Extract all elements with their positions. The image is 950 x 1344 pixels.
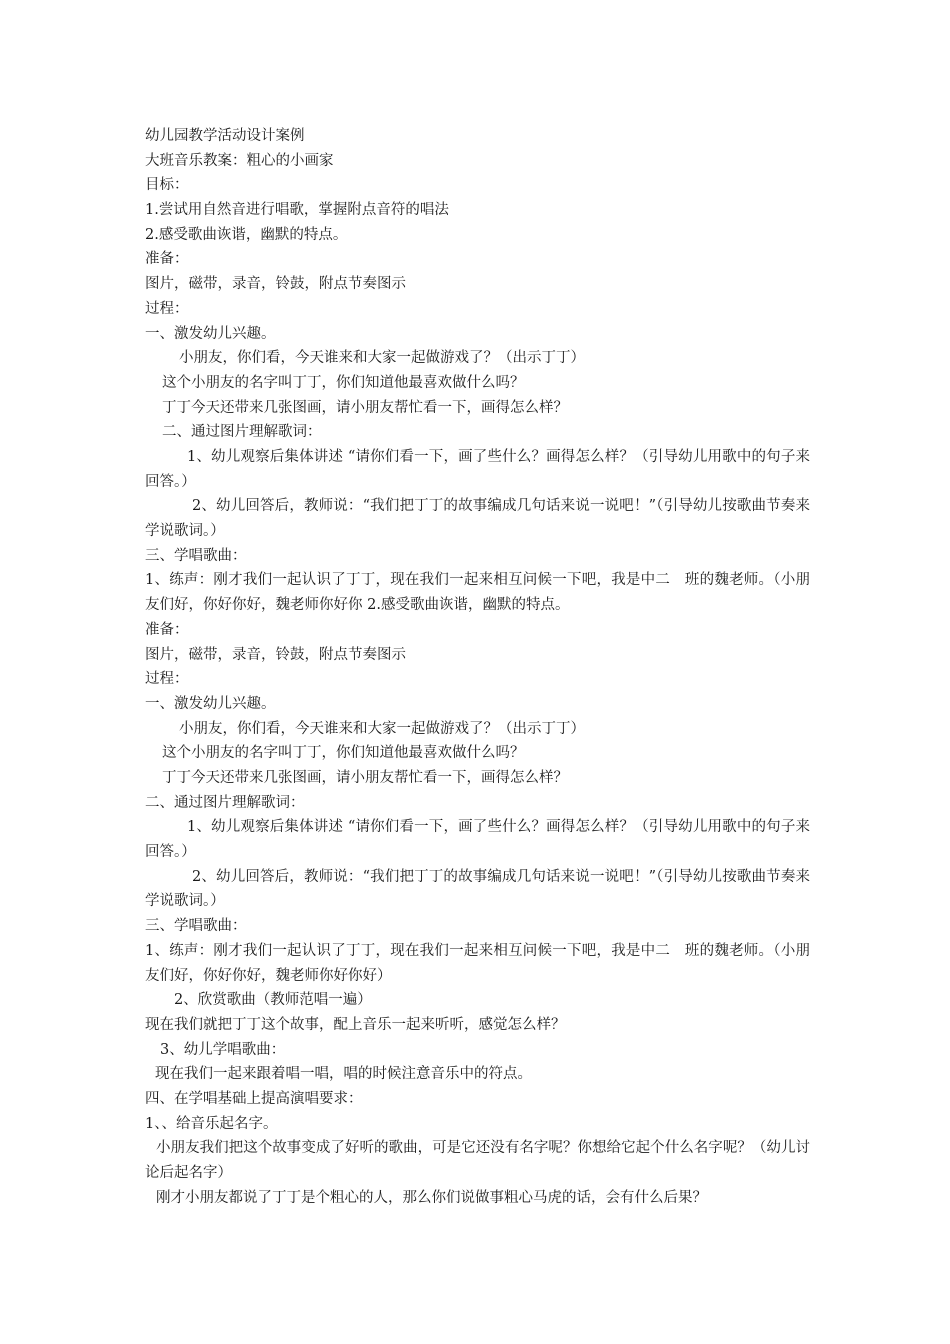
- section-heading-prep: 准备：: [145, 621, 189, 638]
- paragraph: 2、欣赏歌曲（教师范唱一遍）: [174, 992, 372, 1009]
- paragraph: 这个小朋友的名字叫丁丁，你们知道他最喜欢做什么吗？: [162, 745, 525, 762]
- section-heading-goals: 目标：: [145, 177, 189, 194]
- paragraph: 2、幼儿回答后，教师说：“我们把丁丁的故事编成几句话来说一说吧！”（引导幼儿按歌曲节奏来学说歌词。）: [145, 868, 810, 910]
- paragraph: 现在我们就把丁丁这个故事，配上音乐一起来听听，感觉怎么样？: [145, 1016, 566, 1033]
- goal-item-2: 2.感受歌曲诙谐，幽默的特点。: [145, 226, 348, 243]
- section-heading-prep: 准备：: [145, 251, 189, 268]
- paragraph: 1、、给音乐起名字。: [145, 1115, 278, 1132]
- step-heading-2: 二、通过图片理解歌词：: [145, 794, 305, 811]
- paragraph: 1、幼儿观察后集体讲述 “请你们看一下，画了些什么？画得怎么样？（引导幼儿用歌中的句子来回答。）: [145, 819, 810, 861]
- paragraph: 1、幼儿观察后集体讲述 “请你们看一下，画了些什么？画得怎么样？（引导幼儿用歌中的句子来回答。）: [145, 448, 810, 490]
- paragraph: 小朋友，你们看，今天谁来和大家一起做游戏了？（出示丁丁）: [179, 350, 585, 367]
- paragraph: 丁丁今天还带来几张图画，请小朋友帮忙看一下，画得怎么样？: [162, 769, 568, 786]
- paragraph: 小朋友我们把这个故事变成了好听的歌曲，可是它还没有名字呢？你想给它起个什么名字呢？（幼儿讨论后起名字）: [145, 1140, 810, 1182]
- section-heading-process: 过程：: [145, 300, 189, 317]
- paragraph: 这个小朋友的名字叫丁丁，你们知道他最喜欢做什么吗？: [162, 374, 525, 391]
- step-heading-3: 三、学唱歌曲：: [145, 918, 247, 935]
- paragraph: 刚才小朋友都说了丁丁是个粗心的人，那么你们说做事粗心马虎的话，会有什么后果？: [156, 1189, 707, 1206]
- paragraph: 丁丁今天还带来几张图画，请小朋友帮忙看一下，画得怎么样？: [162, 399, 568, 416]
- paragraph: 1、练声：刚才我们一起认识了丁丁，现在我们一起来相互问候一下吧，我是中二 班的魏老师。（小朋友们好，你好你好，魏老师你好你好）: [145, 942, 810, 984]
- step-heading-2: 二、通过图片理解歌词：: [162, 424, 322, 441]
- paragraph: 小朋友，你们看，今天谁来和大家一起做游戏了？（出示丁丁）: [179, 720, 585, 737]
- document-page: [145, 124, 810, 1210]
- step-heading-1: 一、激发幼儿兴趣。: [145, 695, 276, 712]
- lesson-title: 大班音乐教案：粗心的小画家: [145, 152, 334, 169]
- goal-item-1: 1.尝试用自然音进行唱歌，掌握附点音符的唱法: [145, 202, 449, 219]
- section-heading-process: 过程：: [145, 671, 189, 688]
- paragraph: 2、幼儿回答后，教师说：“我们把丁丁的故事编成几句话来说一说吧！”（引导幼儿按歌曲节奏来学说歌词。）: [145, 498, 810, 540]
- step-heading-1: 一、激发幼儿兴趣。: [145, 325, 276, 342]
- prep-materials: 图片，磁带，录音，铃鼓，附点节奏图示: [145, 276, 406, 293]
- paragraph: 1、练声：刚才我们一起认识了丁丁，现在我们一起来相互问候一下吧，我是中二 班的魏老师。（小朋友们好，你好你好，魏老师你好你 2.感受歌曲诙谐，幽默的特点。: [145, 572, 810, 614]
- prep-materials: 图片，磁带，录音，铃鼓，附点节奏图示: [145, 646, 406, 663]
- step-heading-4: 四、在学唱基础上提高演唱要求：: [145, 1091, 363, 1107]
- doc-title: 幼儿园教学活动设计案例: [145, 128, 305, 144]
- step-heading-3: 三、学唱歌曲：: [145, 547, 247, 564]
- paragraph: 现在我们一起来跟着唱一唱，唱的时候注意音乐中的符点。: [155, 1066, 532, 1083]
- paragraph: 3、幼儿学唱歌曲：: [160, 1041, 286, 1058]
